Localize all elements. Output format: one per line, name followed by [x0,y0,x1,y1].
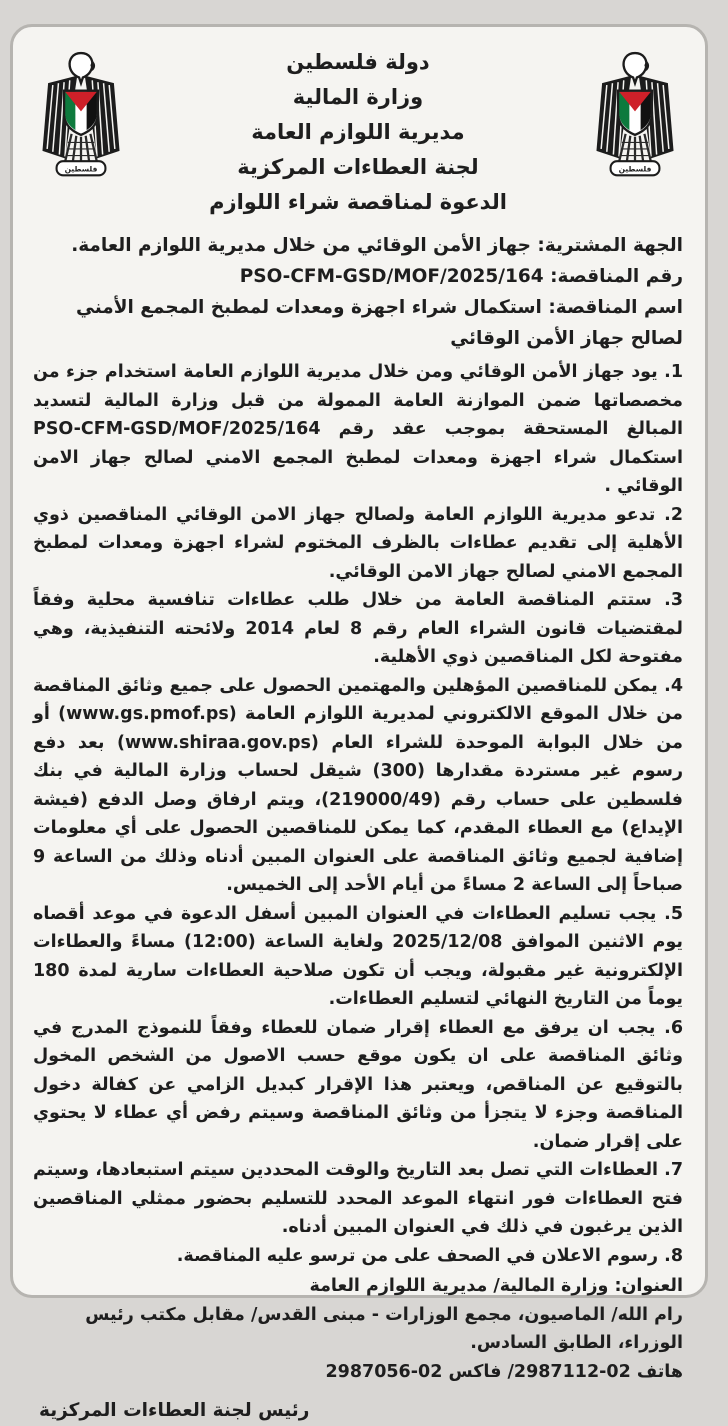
clause-number: 5. [664,903,683,924]
clause-text: يمكن للمناقصين المؤهلين والمهتمين الحصول على جميع وثائق المناقصة من خلال الموقع الالكتروني لمديرية اللوازم العامة (www.gs.pmof.ps) أو من خلال البوابة الموحدة للشراء العام (www.shiraa.gov.ps) بعد دفع رسوم غير مستردة مقدارها (300) شيقل لحساب وزارة المالية في بنك فلسطين على حساب رقم (219000/49)، ويتم ارفاق وصل الدفع (فيشة الإيداع) مع العطاء المقدم، كما يمكن للمناقصين الحصول على أي معلومات إضافية لجميع وثائق المناقصة على العنوان المبين أدناه وذلك من الساعة 9 صباحاً إلى الساعة 2 مساءً من أيام الأحد إلى الخميس. [33,675,684,895]
tender-document-page [10,24,708,1421]
tender-number-line [33,261,683,292]
header-line-directorate: مديرية اللوازم العامة [251,120,465,144]
address-line [33,1272,683,1301]
header-line-ministry: وزارة المالية [292,85,424,109]
tender-clause-2 [33,501,683,587]
palestine-coat-of-arms-icon [588,49,682,185]
tender-clause-1 [33,358,683,501]
contact-block [33,1272,683,1426]
emblem-scroll-text: فلسطين [64,164,98,174]
palestine-emblem-right [587,37,683,185]
address-value: وزارة المالية/ مديرية اللوازم العامة [309,1276,609,1296]
tender-name-line [33,292,683,354]
palestine-emblem-left [33,37,129,185]
clause-number: 7. [664,1160,684,1180]
clause-text: تدعو مديرية اللوازم العامة ولصالح جهاز الامن الوقائي المناقصين ذوي الأهلية إلى تقديم عطاءات بالظرف المختوم لشراء اجهزة ومعدات لمطبخ المجمع الامني لصالح جهاز الامن الوقائي. [33,504,683,582]
header-title-block [129,37,587,220]
clause-text: العطاءات التي تصل بعد التاريخ والوقت المحددين سيتم استبعادها، وسيتم فتح العطاءات فور انتهاء الموعد المحدد للتسليم بحضور ممثلي المناقصين الذين يرغبون في ذلك في العنوان المبين أدناه. [33,1160,683,1237]
tender-clause-4 [33,672,683,900]
clause-number: 8. [664,1245,683,1266]
chairman-signature: رئيس لجنة العطاءات المركزية [39,1400,310,1421]
tender-clauses [33,358,683,1270]
tender-meta [33,230,683,354]
buyer-label: الجهة المشترية: [537,235,683,256]
palestine-coat-of-arms-icon [34,49,128,185]
clause-number: 1. [664,362,684,382]
address-line-2: رام الله/ الماصيون، مجمع الوزارات - مبنى القدس/ مقابل مكتب رئيس الوزراء، الطابق السادس. [85,1304,683,1353]
tender-number-label: رقم المناقصة: [550,266,683,287]
tender-clause-3 [33,586,683,672]
clause-text: يجب تسليم العطاءات في العنوان المبين أسفل الدعوة في موعد أقصاه يوم الاثنين الموافق 2025/12/08 ولغاية الساعة (12:00) مساءً والعطاءات الإلكترونية غير مقبولة، ويجب أن تكون صلاحية العطاءات سارية لمدة 180 يوماً من التاريخ النهائي لتسليم العطاءات. [33,903,683,1009]
tender-clause-8 [33,1242,683,1271]
tender-clause-5 [33,900,683,1014]
header-line-invitation: الدعوة لمناقصة شراء اللوازم [209,190,507,214]
buyer-value: جهاز الأمن الوقائي من خلال مديرية اللوازم العامة. [71,235,531,256]
tender-number-value: PSO-CFM-GSD/MOF/2025/164 [239,266,544,287]
clause-number: 3. [664,590,683,610]
tender-clause-6 [33,1014,683,1157]
document-header [33,37,683,220]
clause-text: يود جهاز الأمن الوقائي ومن خلال مديرية اللوازم العامة استخدام جزء من مخصصاتها ضمن الموازنة العامة الممولة من قبل وزارة المالية لتسديد المبالغ المستحقة بموجب عقد رقم PSO-CFM-GSD/MOF/2025/164 استكمال شراء اجهزة ومعدات لمطبخ المجمع الامني لصالح جهاز الامن الوقائي . [33,362,683,496]
address-label: العنوان: [614,1276,683,1296]
clause-text: يجب ان يرفق مع العطاء إقرار ضمان للعطاء وفقاً للنموذج المدرج في وثائق المناقصة على ان يكون موقع حسب الاصول من الشخص المخول بالتوقيع عن المناقص، ويعتبر هذا الإقرار كبديل الزامي عن كفالة دخول المناقصة وجزء لا يتجزأ من وثائق المناقصة وسيتم رفض أي عطاء لا يحتوي على إقرار ضمان. [33,1017,683,1152]
buyer-line [33,230,683,261]
header-line-state: دولة فلسطين [286,50,430,74]
tender-clause-7 [33,1156,683,1242]
clause-number: 6. [664,1017,684,1038]
clause-text: ستتم المناقصة العامة من خلال طلب عطاءات تنافسية محلية وفقاً لمقتضيات قانون الشراء العام رقم 8 لعام 2014 ولائحته التنفيذية، وهي مفتوحة لكل المناقصين ذوي الأهلية. [33,590,683,667]
emblem-scroll-text: فلسطين [618,164,652,174]
clause-text: رسوم الاعلان في الصحف على من ترسو عليه المناقصة. [176,1245,659,1266]
clause-number: 4. [664,675,683,696]
header-line-committee: لجنة العطاءات المركزية [237,155,479,179]
clause-number: 2. [664,504,683,525]
tender-name-value: استكمال شراء اجهزة ومعدات لمطبخ المجمع الأمني لصالح جهاز الأمن الوقائي [76,297,683,349]
tender-name-label: اسم المناقصة: [548,297,683,318]
phone-fax-line: هاتف 02-2987112/ فاكس 02-2987056 [325,1361,683,1382]
